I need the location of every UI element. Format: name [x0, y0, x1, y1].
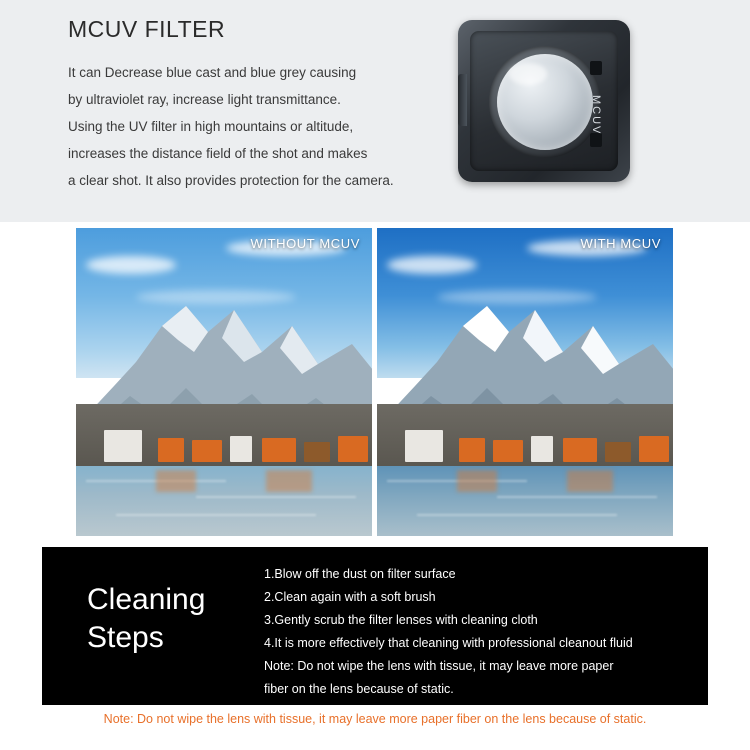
- footer-note: Note: Do not wipe the lens with tissue, it may leave more paper fiber on the lens because of static.: [103, 712, 647, 726]
- house: [262, 438, 296, 462]
- filter-side-tab: [458, 74, 467, 126]
- water-right: [377, 466, 673, 536]
- house: [493, 440, 523, 462]
- water-streak: [196, 496, 356, 498]
- cleaning-steps-list: [264, 563, 704, 701]
- house: [104, 430, 142, 462]
- town-strip-right: [377, 404, 673, 466]
- cleaning-step: 1.Blow off the dust on filter surface: [264, 567, 456, 581]
- cleaning-title-line1: Cleaning: [87, 583, 206, 616]
- house: [563, 438, 597, 462]
- page-title: MCUV FILTER: [68, 16, 226, 42]
- lens-ring: [489, 46, 601, 158]
- comparison-section: [76, 228, 673, 536]
- water-reflection: [156, 470, 196, 492]
- description-line-2: by ultraviolet ray, increase light transmittance.: [68, 92, 341, 107]
- description-line-3: Using the UV filter in high mountains or altitude,: [68, 119, 354, 134]
- house: [459, 438, 485, 462]
- cleaning-title-line2: Steps: [87, 621, 164, 654]
- cleaning-title: [87, 581, 287, 657]
- water-streak: [417, 514, 617, 516]
- description-line-1: It can Decrease blue cast and blue grey causing: [68, 65, 357, 80]
- cleaning-step: 4.It is more effectively that cleaning with professional cleanout fluid: [264, 636, 633, 650]
- house: [405, 430, 443, 462]
- lens-label: MCUV: [590, 95, 602, 136]
- water-left: [76, 466, 372, 536]
- cleaning-step: 2.Clean again with a soft brush: [264, 590, 436, 604]
- water-reflection: [266, 470, 312, 492]
- cleaning-note-line2: fiber on the lens because of static.: [264, 682, 454, 696]
- photo-label-left: WITHOUT MCUV: [250, 236, 360, 251]
- photo-with-filter: [377, 228, 673, 536]
- cleaning-note-line1: Note: Do not wipe the lens with tissue, it may leave more paper: [264, 659, 614, 673]
- description-line-4: increases the distance field of the shot and makes: [68, 146, 368, 161]
- house: [192, 440, 222, 462]
- house: [639, 436, 669, 462]
- house: [605, 442, 631, 462]
- house: [304, 442, 330, 462]
- photo-label-right: WITH MCUV: [580, 236, 661, 251]
- water-reflection: [457, 470, 497, 492]
- cleaning-section: [42, 547, 708, 705]
- water-streak: [497, 496, 657, 498]
- header-section: [0, 0, 750, 222]
- water-reflection: [567, 470, 613, 492]
- cleaning-step: 3.Gently scrub the filter lenses with cleaning cloth: [264, 613, 538, 627]
- filter-inner-frame: [470, 31, 618, 171]
- filter-notch-top: [590, 61, 602, 75]
- filter-body: [458, 20, 630, 182]
- description-line-5: a clear shot. It also provides protection for the camera.: [68, 173, 394, 188]
- house: [230, 436, 252, 462]
- water-streak: [116, 514, 316, 516]
- header-text-block: [68, 16, 468, 194]
- town-strip-left: [76, 404, 372, 466]
- house: [338, 436, 368, 462]
- filter-product-image: [452, 12, 652, 200]
- photo-without-filter: [76, 228, 372, 536]
- house: [531, 436, 553, 462]
- house: [158, 438, 184, 462]
- lens-glass: [497, 54, 593, 150]
